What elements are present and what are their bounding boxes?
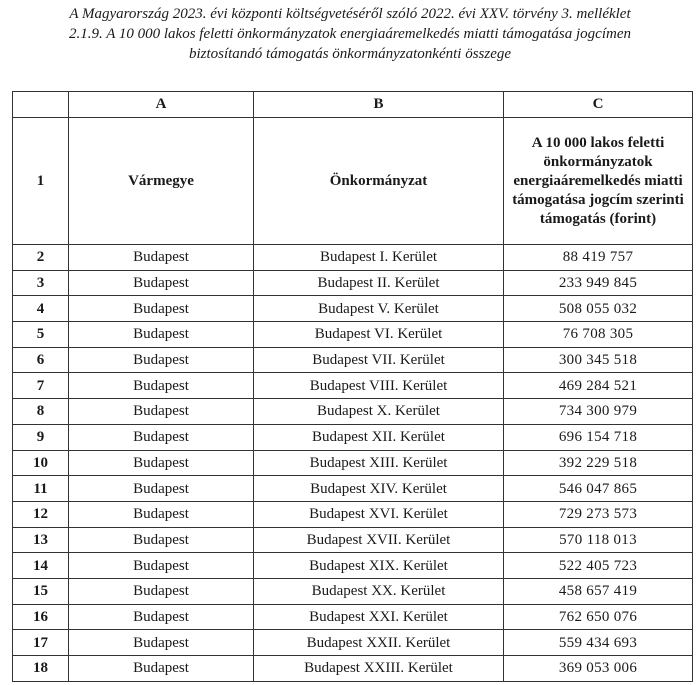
municipality-cell: Budapest VIII. Kerület bbox=[254, 373, 504, 399]
county-cell: Budapest bbox=[69, 656, 254, 682]
municipality-cell: Budapest XVI. Kerület bbox=[254, 501, 504, 527]
county-cell: Budapest bbox=[69, 270, 254, 296]
column-header-row bbox=[13, 118, 693, 245]
table-row bbox=[13, 373, 693, 399]
municipality-cell: Budapest VII. Kerület bbox=[254, 347, 504, 373]
table-body bbox=[13, 245, 693, 682]
amount-cell: 508 055 032 bbox=[504, 296, 693, 322]
table-row bbox=[13, 270, 693, 296]
header-county: Vármegye bbox=[69, 118, 254, 245]
county-cell: Budapest bbox=[69, 527, 254, 553]
amount-cell: 300 345 518 bbox=[504, 347, 693, 373]
table-row bbox=[13, 578, 693, 604]
municipality-cell: Budapest XX. Kerület bbox=[254, 578, 504, 604]
amount-cell: 559 434 693 bbox=[504, 630, 693, 656]
column-letter-corner bbox=[13, 92, 69, 118]
amount-cell: 734 300 979 bbox=[504, 399, 693, 425]
municipality-cell: Budapest V. Kerület bbox=[254, 296, 504, 322]
subsidy-table bbox=[12, 91, 693, 682]
municipality-cell: Budapest XVII. Kerület bbox=[254, 527, 504, 553]
municipality-cell: Budapest XXII. Kerület bbox=[254, 630, 504, 656]
column-letter-b: B bbox=[254, 92, 504, 118]
county-cell: Budapest bbox=[69, 630, 254, 656]
county-cell: Budapest bbox=[69, 604, 254, 630]
table-row bbox=[13, 322, 693, 348]
table-row bbox=[13, 245, 693, 271]
table-row bbox=[13, 527, 693, 553]
table-row bbox=[13, 399, 693, 425]
amount-cell: 88 419 757 bbox=[504, 245, 693, 271]
amount-cell: 233 949 845 bbox=[504, 270, 693, 296]
column-letter-a: A bbox=[69, 92, 254, 118]
row-number-cell: 10 bbox=[13, 450, 69, 476]
county-cell: Budapest bbox=[69, 424, 254, 450]
row-number-cell: 7 bbox=[13, 373, 69, 399]
county-cell: Budapest bbox=[69, 296, 254, 322]
county-cell: Budapest bbox=[69, 322, 254, 348]
county-cell: Budapest bbox=[69, 399, 254, 425]
heading-line-3: biztosítandó támogatás önkormányzatonkénti összege bbox=[188, 46, 512, 62]
county-cell: Budapest bbox=[69, 578, 254, 604]
amount-cell: 729 273 573 bbox=[504, 501, 693, 527]
column-letter-row bbox=[13, 92, 693, 118]
table-row bbox=[13, 450, 693, 476]
column-letter-c: C bbox=[504, 92, 693, 118]
row-number-cell: 18 bbox=[13, 656, 69, 682]
municipality-cell: Budapest XIX. Kerület bbox=[254, 553, 504, 579]
header-amount: A 10 000 lakos feletti önkormányzatok energiaáremelkedés miatti támogatása jogcím szerinti támogatás (forint) bbox=[504, 118, 693, 245]
table-row bbox=[13, 553, 693, 579]
table-row bbox=[13, 347, 693, 373]
heading-line-1: A Magyarország 2023. évi központi költségvetéséről szóló 2022. évi XXV. törvény 3. melléklet bbox=[69, 6, 631, 22]
municipality-cell: Budapest I. Kerület bbox=[254, 245, 504, 271]
municipality-cell: Budapest XIV. Kerület bbox=[254, 476, 504, 502]
amount-cell: 392 229 518 bbox=[504, 450, 693, 476]
row-number-cell: 14 bbox=[13, 553, 69, 579]
county-cell: Budapest bbox=[69, 450, 254, 476]
table-row bbox=[13, 604, 693, 630]
county-cell: Budapest bbox=[69, 501, 254, 527]
row-number-cell: 2 bbox=[13, 245, 69, 271]
table-row bbox=[13, 424, 693, 450]
amount-cell: 570 118 013 bbox=[504, 527, 693, 553]
row-number-cell: 8 bbox=[13, 399, 69, 425]
row-number-cell: 6 bbox=[13, 347, 69, 373]
amount-cell: 696 154 718 bbox=[504, 424, 693, 450]
table-row bbox=[13, 630, 693, 656]
row-number-cell: 11 bbox=[13, 476, 69, 502]
municipality-cell: Budapest XII. Kerület bbox=[254, 424, 504, 450]
county-cell: Budapest bbox=[69, 476, 254, 502]
row-number-cell: 15 bbox=[13, 578, 69, 604]
municipality-cell: Budapest X. Kerület bbox=[254, 399, 504, 425]
municipality-cell: Budapest VI. Kerület bbox=[254, 322, 504, 348]
header-municipality: Önkormányzat bbox=[254, 118, 504, 245]
municipality-cell: Budapest XIII. Kerület bbox=[254, 450, 504, 476]
county-cell: Budapest bbox=[69, 347, 254, 373]
table-row bbox=[13, 476, 693, 502]
municipality-cell: Budapest XXI. Kerület bbox=[254, 604, 504, 630]
table-row bbox=[13, 296, 693, 322]
heading-line-2: 2.1.9. A 10 000 lakos feletti önkormányzatok energiaáremelkedés miatti támogatása jogcímen bbox=[69, 26, 631, 42]
table-row bbox=[13, 656, 693, 682]
amount-cell: 762 650 076 bbox=[504, 604, 693, 630]
row-number-cell: 16 bbox=[13, 604, 69, 630]
document-heading bbox=[0, 4, 700, 64]
municipality-cell: Budapest XXIII. Kerület bbox=[254, 656, 504, 682]
amount-cell: 76 708 305 bbox=[504, 322, 693, 348]
row-number-cell: 17 bbox=[13, 630, 69, 656]
row-number-cell: 3 bbox=[13, 270, 69, 296]
county-cell: Budapest bbox=[69, 245, 254, 271]
amount-cell: 458 657 419 bbox=[504, 578, 693, 604]
table-row bbox=[13, 501, 693, 527]
header-row-number: 1 bbox=[13, 118, 69, 245]
amount-cell: 369 053 006 bbox=[504, 656, 693, 682]
row-number-cell: 4 bbox=[13, 296, 69, 322]
municipality-cell: Budapest II. Kerület bbox=[254, 270, 504, 296]
amount-cell: 522 405 723 bbox=[504, 553, 693, 579]
county-cell: Budapest bbox=[69, 553, 254, 579]
row-number-cell: 12 bbox=[13, 501, 69, 527]
amount-cell: 469 284 521 bbox=[504, 373, 693, 399]
row-number-cell: 5 bbox=[13, 322, 69, 348]
county-cell: Budapest bbox=[69, 373, 254, 399]
row-number-cell: 13 bbox=[13, 527, 69, 553]
row-number-cell: 9 bbox=[13, 424, 69, 450]
amount-cell: 546 047 865 bbox=[504, 476, 693, 502]
